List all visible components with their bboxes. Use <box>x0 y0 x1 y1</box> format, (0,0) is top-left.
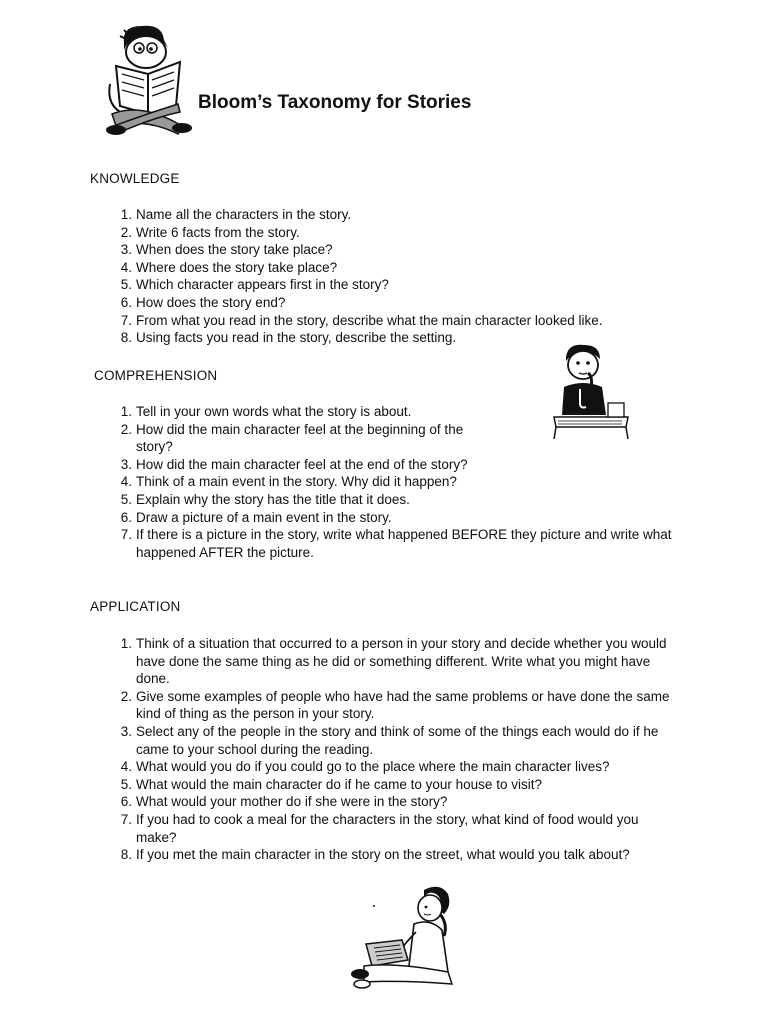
item-number: 4. <box>120 259 132 275</box>
item-number: 2. <box>120 421 132 437</box>
item-number: 7. <box>120 811 132 827</box>
item-text: Explain why the story has the title that it does. <box>136 491 410 507</box>
comprehension-list <box>92 403 692 561</box>
item-number: 4. <box>120 474 132 490</box>
item-text: How did the main character feel at the end of the story? <box>136 456 468 472</box>
item-number: 1. <box>120 404 132 419</box>
list-item <box>92 846 672 864</box>
list-item <box>92 491 692 509</box>
list-item <box>92 312 672 330</box>
item-number: 1. <box>120 207 132 222</box>
list-item <box>92 723 672 758</box>
list-item <box>92 421 466 456</box>
list-item <box>92 241 672 259</box>
item-text: Write 6 facts from the story. <box>136 224 300 240</box>
item-number: 7. <box>120 527 132 543</box>
list-item <box>92 206 672 224</box>
list-item <box>92 224 672 242</box>
page-title: Bloom’s Taxonomy for Stories <box>198 92 472 113</box>
item-text: Tell in your own words what the story is about. <box>136 404 412 419</box>
item-number: 7. <box>120 312 132 328</box>
list-item <box>92 758 672 776</box>
item-text: What would the main character do if he came to your house to visit? <box>136 776 542 792</box>
item-text: What would you do if you could go to the place where the main character lives? <box>136 759 610 775</box>
item-text: Think of a main event in the story. Why did it happen? <box>136 474 457 490</box>
item-number: 3. <box>120 723 132 739</box>
item-text: Think of a situation that occurred to a person in your story and decide whether you would have done the same thing as he did or something different. Write what you might have done. <box>136 636 667 687</box>
list-item <box>92 688 672 723</box>
item-text: If there is a picture in the story, write what happened BEFORE they picture and write what happened AFTER the picture. <box>136 527 672 560</box>
item-number: 2. <box>120 224 132 240</box>
item-number: 2. <box>120 688 132 704</box>
item-number: 6. <box>120 794 132 810</box>
item-number: 6. <box>120 294 132 310</box>
list-item <box>92 456 692 474</box>
boy-reading-clipart <box>102 22 194 140</box>
item-text: Name all the characters in the story. <box>136 207 352 222</box>
section-heading-application: APPLICATION <box>90 599 181 614</box>
item-text: Select any of the people in the story and think of some of the things each would do if he came to your school during the reading. <box>136 723 659 757</box>
item-text: How does the story end? <box>136 294 286 310</box>
item-text: What would your mother do if she were in the story? <box>136 794 448 810</box>
application-list <box>92 635 672 864</box>
list-item <box>92 776 672 794</box>
item-text: How did the main character feel at the beginning of the story? <box>136 421 464 455</box>
list-item <box>92 811 672 846</box>
item-number: 4. <box>120 759 132 775</box>
item-text: If you had to cook a meal for the characters in the story, what kind of food would you make? <box>136 811 639 845</box>
item-text: If you met the main character in the story on the street, what would you talk about? <box>136 847 630 863</box>
list-item <box>92 473 692 491</box>
item-number: 8. <box>120 330 132 346</box>
item-number: 3. <box>120 456 132 472</box>
list-item <box>92 259 672 277</box>
item-number: 5. <box>120 491 132 507</box>
item-text: Using facts you read in the story, describe the setting. <box>136 330 457 346</box>
section-heading-comprehension: COMPREHENSION <box>94 368 218 383</box>
item-number: 6. <box>120 509 132 525</box>
item-number: 5. <box>120 277 132 293</box>
list-item <box>92 635 672 688</box>
girl-reading-clipart <box>344 880 464 996</box>
item-text: Draw a picture of a main event in the story. <box>136 509 392 525</box>
item-number: 3. <box>120 242 132 258</box>
list-item <box>92 403 692 421</box>
item-text: Where does the story take place? <box>136 259 338 275</box>
item-number: 5. <box>120 776 132 792</box>
item-text: When does the story take place? <box>136 242 333 258</box>
list-item <box>92 526 716 561</box>
item-number: 1. <box>120 636 132 651</box>
section-heading-knowledge: KNOWLEDGE <box>90 171 180 186</box>
item-number: 8. <box>120 847 132 863</box>
list-item <box>92 294 672 312</box>
list-item <box>92 793 672 811</box>
list-item <box>92 276 672 294</box>
item-text: Which character appears first in the story? <box>136 277 389 293</box>
list-item <box>92 509 692 527</box>
item-text: Give some examples of people who have had the same problems or have done the same kind of thing as the person in your story. <box>136 688 670 722</box>
item-text: From what you read in the story, describe what the main character looked like. <box>136 312 603 328</box>
knowledge-list <box>92 206 672 347</box>
